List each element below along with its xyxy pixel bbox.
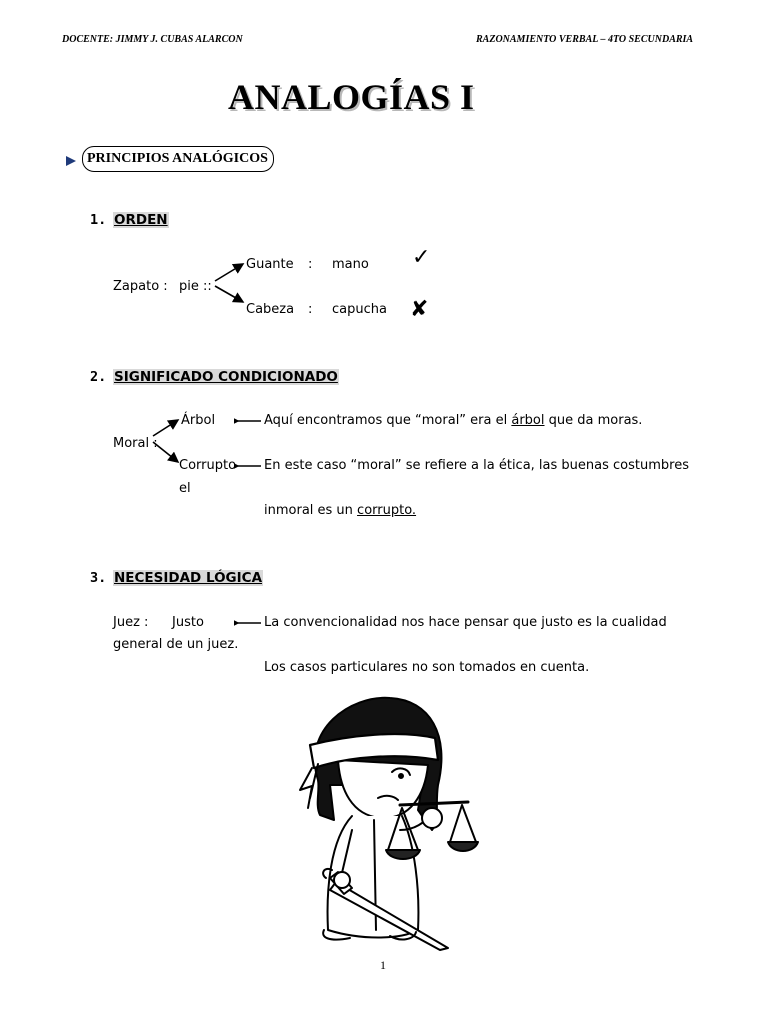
s2-explanation-3 [264, 503, 416, 518]
s3-explanation-3: Los casos particulares no son tomados en cuenta. [264, 660, 590, 675]
s2-expl3-underlined: corrupto. [357, 503, 417, 518]
s2-meaning-1: Árbol [181, 413, 216, 428]
header-teacher: DOCENTE: JIMMY J. CUBAS ALARCON [62, 34, 243, 45]
s1-left-term: Zapato : [113, 279, 168, 294]
header-course: RAZONAMIENTO VERBAL – 4TO SECUNDARIA [476, 34, 694, 45]
left-arrow-icon [234, 414, 262, 428]
section-1-number: 1. [90, 212, 107, 228]
s1-option2-b: capucha [332, 302, 387, 317]
section-1-title: ORDEN [114, 212, 168, 228]
section-3-number: 3. [90, 570, 107, 586]
cross-icon: ✘ [410, 297, 429, 322]
s1-option1-a: Guante [246, 257, 294, 272]
bullet-triangle-icon [64, 155, 78, 167]
s2-extra: el [179, 481, 191, 496]
s2-expl1-tail: que da moras. [544, 413, 643, 428]
s3-expl1-text: La convencionalidad nos hace pensar que justo es la cualidad [264, 615, 667, 630]
s3-explanation-2: general de un juez. [113, 637, 239, 652]
s2-expl1-text: Aquí encontramos que “moral” era el [264, 413, 512, 428]
justice-illustration [290, 690, 490, 955]
s2-explanation-2: En este caso “moral” se refiere a la ética, las buenas costumbres [264, 458, 689, 473]
s2-explanation-1 [264, 413, 642, 428]
s2-word: Moral : [113, 436, 158, 451]
s3-left-term: Juez : [113, 615, 149, 630]
page-title: ANALOGÍAS I [228, 77, 475, 117]
s1-option1-sep: : [308, 257, 313, 272]
section-3-title: NECESIDAD LÓGICA [114, 570, 263, 586]
section-2-number: 2. [90, 369, 107, 385]
s2-expl3-text: inmoral es un [264, 503, 358, 518]
left-arrow-icon [234, 616, 262, 630]
s1-option2-sep: : [308, 302, 313, 317]
s1-option1-b: mano [332, 257, 369, 272]
principles-label: PRINCIPIOS ANALÓGICOS [87, 151, 268, 166]
left-arrow-icon [234, 459, 262, 473]
s1-option2-a: Cabeza [246, 302, 295, 317]
check-icon: ✓ [412, 245, 431, 270]
page-number: 1 [380, 958, 386, 972]
s3-right-term: Justo [172, 615, 204, 630]
s3-explanation-1 [264, 615, 693, 630]
s2-expl1-underlined: árbol [511, 413, 545, 428]
section-2-title: SIGNIFICADO CONDICIONADO [114, 369, 338, 385]
s2-meaning-2: Corrupto [179, 458, 237, 473]
s1-pair-term: pie :: [179, 279, 212, 294]
branch-arrows-icon [212, 256, 248, 306]
